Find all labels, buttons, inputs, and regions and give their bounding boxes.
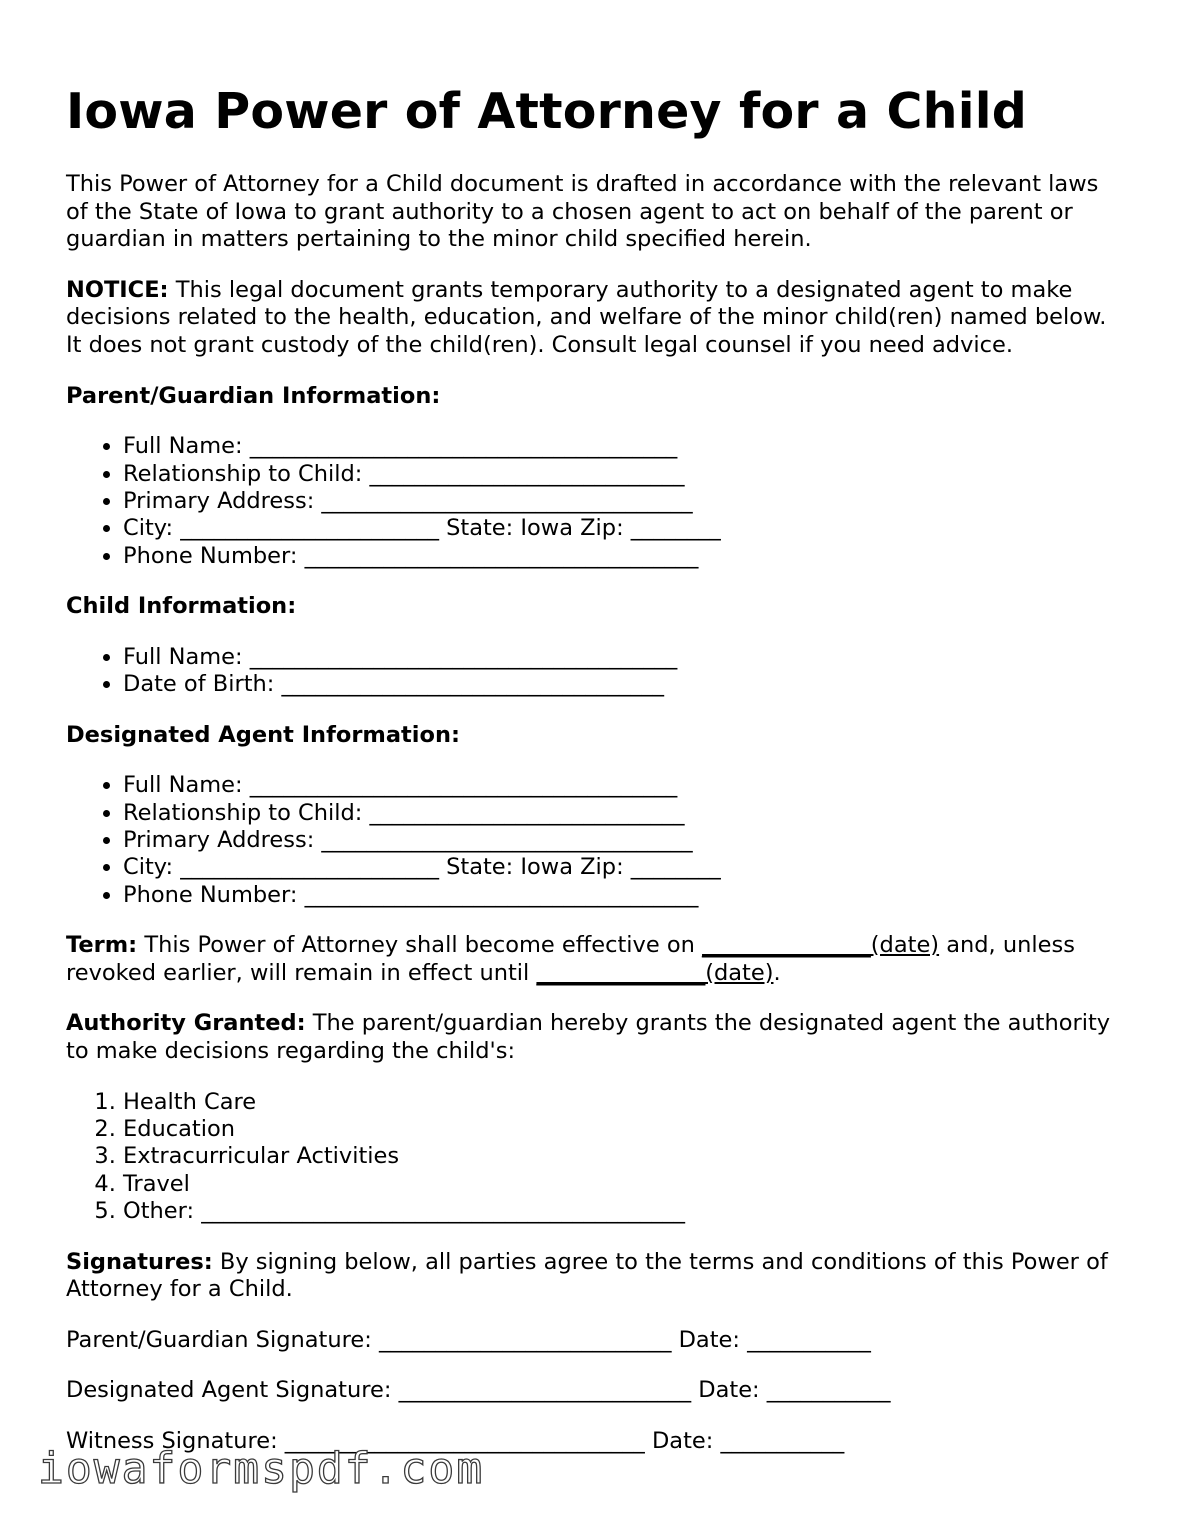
term-start-date-field[interactable]: _______________(date) [702, 932, 940, 959]
parent-relationship-field[interactable]: • Relationship to Child: ____________________________ [123, 461, 1126, 488]
term-text-1: This Power of Attorney shall become effective on [137, 932, 703, 959]
authority-item-health-care: 1. Health Care [123, 1089, 1126, 1116]
signatures-text: By signing below, all parties agree to the terms and conditions of this Power of Attorney for a Child. [66, 1248, 1108, 1303]
parent-section-heading: Parent/Guardian Information: [66, 382, 441, 409]
signatures-paragraph [66, 1249, 1126, 1304]
agent-info-list [66, 772, 1126, 909]
parent-signature-field[interactable]: Parent/Guardian Signature: __________________________ Date: ___________ [66, 1326, 871, 1353]
authority-list [66, 1089, 1126, 1226]
parent-address-field[interactable]: • Primary Address: _________________________________ [123, 488, 1126, 515]
child-dob-field[interactable]: • Date of Birth: __________________________________ [123, 671, 1126, 698]
notice-text: This legal document grants temporary authority to a designated agent to make decisions related to the health, education, and welfare of the minor child(ren) named below. It does not grant custody of the child(ren). Consult legal counsel if you need advice. [66, 276, 1107, 358]
document-page [66, 0, 1126, 1456]
parent-full-name-field[interactable]: • Full Name: ______________________________________ [123, 433, 1126, 460]
agent-city-state-zip-field[interactable]: • City: _______________________ State: Iowa Zip: ________ [123, 854, 1126, 881]
child-info-list [66, 644, 1126, 699]
term-end-date-field[interactable]: _______________(date) [536, 959, 774, 986]
term-text-3: . [773, 959, 781, 986]
notice-paragraph [66, 277, 1126, 360]
witness-signature-field[interactable]: Witness Signature: ________________________________ Date: ___________ [66, 1428, 845, 1454]
term-paragraph [66, 932, 1126, 987]
signatures-label: Signatures: [66, 1248, 213, 1275]
agent-relationship-field[interactable]: • Relationship to Child: ____________________________ [123, 800, 1126, 827]
parent-info-list [66, 433, 1126, 570]
parent-city-state-zip-field[interactable]: • City: _______________________ State: Iowa Zip: ________ [123, 515, 1126, 542]
authority-item-education: 2. Education [123, 1116, 1126, 1143]
page-title: Iowa Power of Attorney for a Child [66, 83, 1027, 140]
authority-item-travel: 4. Travel [123, 1171, 1126, 1198]
authority-label: Authority Granted: [66, 1010, 306, 1037]
intro-paragraph: This Power of Attorney for a Child document is drafted in accordance with the relevant laws of the State of Iowa to grant authority to a chosen agent to act on behalf of the parent or guardian in matters pertaining to the minor child specified herein. [66, 171, 1099, 253]
child-section-heading: Child Information: [66, 593, 297, 620]
agent-full-name-field[interactable]: • Full Name: ______________________________________ [123, 772, 1126, 799]
agent-section-heading: Designated Agent Information: [66, 721, 460, 748]
authority-paragraph [66, 1010, 1126, 1065]
watermark: iowaformspdf.com [38, 1444, 485, 1494]
notice-label: NOTICE: [66, 276, 169, 303]
agent-signature-field[interactable]: Designated Agent Signature: __________________________ Date: ___________ [66, 1377, 891, 1404]
parent-phone-field[interactable]: • Phone Number: ___________________________________ [123, 543, 1126, 570]
authority-text: The parent/guardian hereby grants the designated agent the authority to make decisions regarding the child's: [66, 1010, 1111, 1064]
child-full-name-field[interactable]: • Full Name: ______________________________________ [123, 644, 1126, 671]
term-label: Term: [66, 932, 138, 959]
agent-phone-field[interactable]: • Phone Number: ___________________________________ [123, 882, 1126, 909]
authority-item-extracurricular: 3. Extracurricular Activities [123, 1143, 1126, 1170]
authority-item-other-field[interactable]: 5. Other: ___________________________________________ [123, 1198, 1126, 1225]
agent-address-field[interactable]: • Primary Address: _________________________________ [123, 827, 1126, 854]
term-text-2: and, unless revoked earlier, will remain in effect until [66, 932, 1075, 986]
